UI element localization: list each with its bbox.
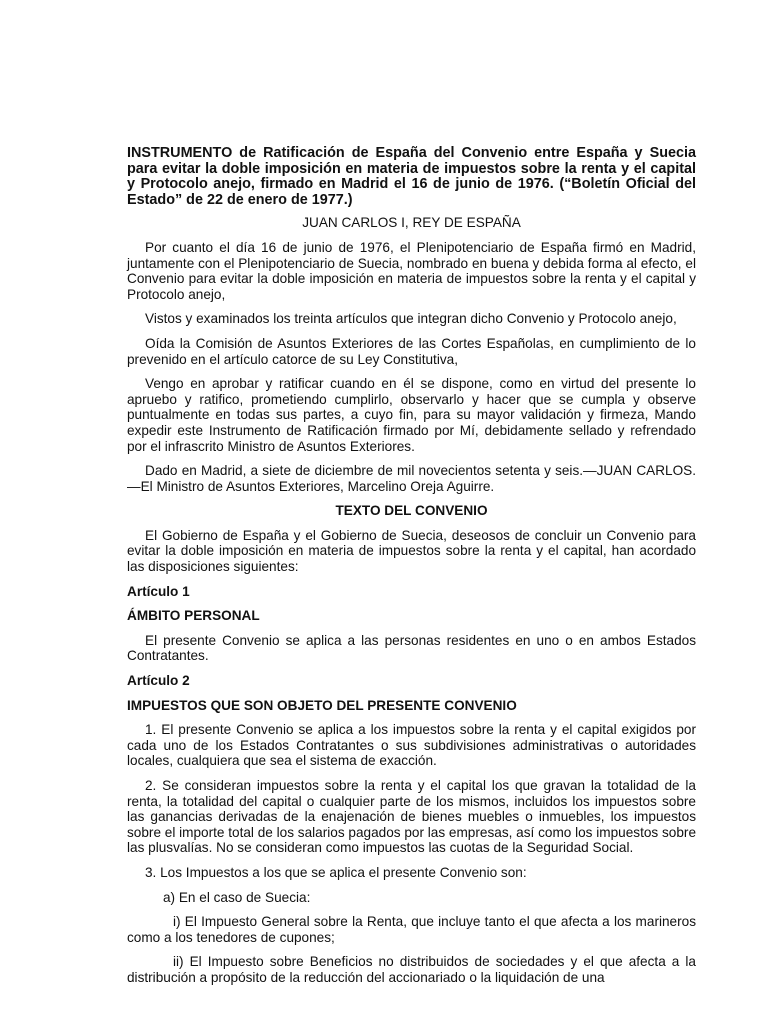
article-2-paragraph-2: 2. Se consideran impuestos sobre la renta y el capital los que gravan la totalidad de la renta, la totalidad del capital o cualquier parte de los mismos, incluidos los impuestos sobre las ganancias derivadas de la enajenación de bienes muebles o inmuebles, los impuestos sobre el importe total de los salarios pagados por las empresas, así como los impuestos sobre las plusvalías. No se consideran como impuestos las cuotas de la Seguridad Social. (127, 778, 696, 856)
article-2-item-i: i) El Impuesto General sobre la Renta, que incluye tanto el que afecta a los marineros como a los tenedores de cupones; (127, 914, 696, 945)
article-1-title: ÁMBITO PERSONAL (127, 608, 260, 624)
paragraph-vengo: Vengo en aprobar y ratificar cuando en él se dispone, como en virtud del presente lo apruebo y ratifico, prometiendo cumplirlo, observarlo y hacer que se cumpla y observe puntualmente en todas sus partes, a cuyo fin, para su mayor validación y firmeza, Mando expedir este Instrumento de Ratificación firmado por Mí, debidamente sellado y refrendado por el infrascrito Ministro de Asuntos Exteriores. (127, 376, 696, 454)
document-title: INSTRUMENTO de Ratificación de España del Convenio entre España y Suecia para evitar la doble imposición en materia de impuestos sobre la renta y el capital y Protocolo anejo, firmado en Madrid el 16 de junio de 1976. (“Boletín Oficial del Estado” de 22 de enero de 1977.) (127, 145, 696, 208)
article-2-paragraph-1: 1. El presente Convenio se aplica a los impuestos sobre la renta y el capital exigidos por cada uno de los Estados Contratantes o sus subdivisiones administrativas o autoridades locales, cualquiera que sea el sistema de exacción. (127, 722, 696, 769)
article-2-item-ii: ii) El Impuesto sobre Beneficios no distribuidos de sociedades y el que afecta a la distribución a propósito de la reducción del accionariado o la liquidación de una (127, 954, 696, 985)
article-2-item-a: a) En el caso de Suecia: (163, 889, 311, 905)
intro-paragraph: El Gobierno de España y el Gobierno de Suecia, deseosos de concluir un Convenio para evitar la doble imposición en materia de impuestos sobre la renta y el capital, han acordado las disposiciones siguientes: (127, 527, 696, 575)
paragraph-vistos: Vistos y examinados los treinta artículos que integran dicho Convenio y Protocolo anejo, (145, 311, 677, 327)
texto-heading: TEXTO DEL CONVENIO (335, 503, 488, 519)
king-line: JUAN CARLOS I, REY DE ESPAÑA (302, 215, 521, 231)
document-body (127, 146, 696, 995)
paragraph-por-cuanto: Por cuanto el día 16 de junio de 1976, el Plenipotenciario de España firmó en Madrid, juntamente con el Plenipotenciario de Suecia, nombrado en buena y debida forma al efecto, el Convenio para evitar la doble imposición en materia de impuestos sobre la renta y el capital y Protocolo anejo, (127, 239, 696, 302)
article-1-text: El presente Convenio se aplica a las personas residentes en uno o en ambos Estados Contratantes. (127, 632, 696, 664)
article-2-paragraph-3: 3. Los Impuestos a los que se aplica el presente Convenio son: (145, 864, 527, 880)
article-1-label: Artículo 1 (127, 583, 190, 599)
article-2-title: IMPUESTOS QUE SON OBJETO DEL PRESENTE CONVENIO (127, 697, 517, 713)
paragraph-oida: Oída la Comisión de Asuntos Exteriores de las Cortes Españolas, en cumplimiento de lo prevenido en el artículo catorce de su Ley Constitutiva, (127, 335, 696, 367)
paragraph-dado: Dado en Madrid, a siete de diciembre de mil novecientos setenta y seis.—JUAN CARLOS.—El Ministro de Asuntos Exteriores, Marcelino Oreja Aguirre. (127, 463, 696, 494)
article-2-label: Artículo 2 (127, 673, 190, 689)
